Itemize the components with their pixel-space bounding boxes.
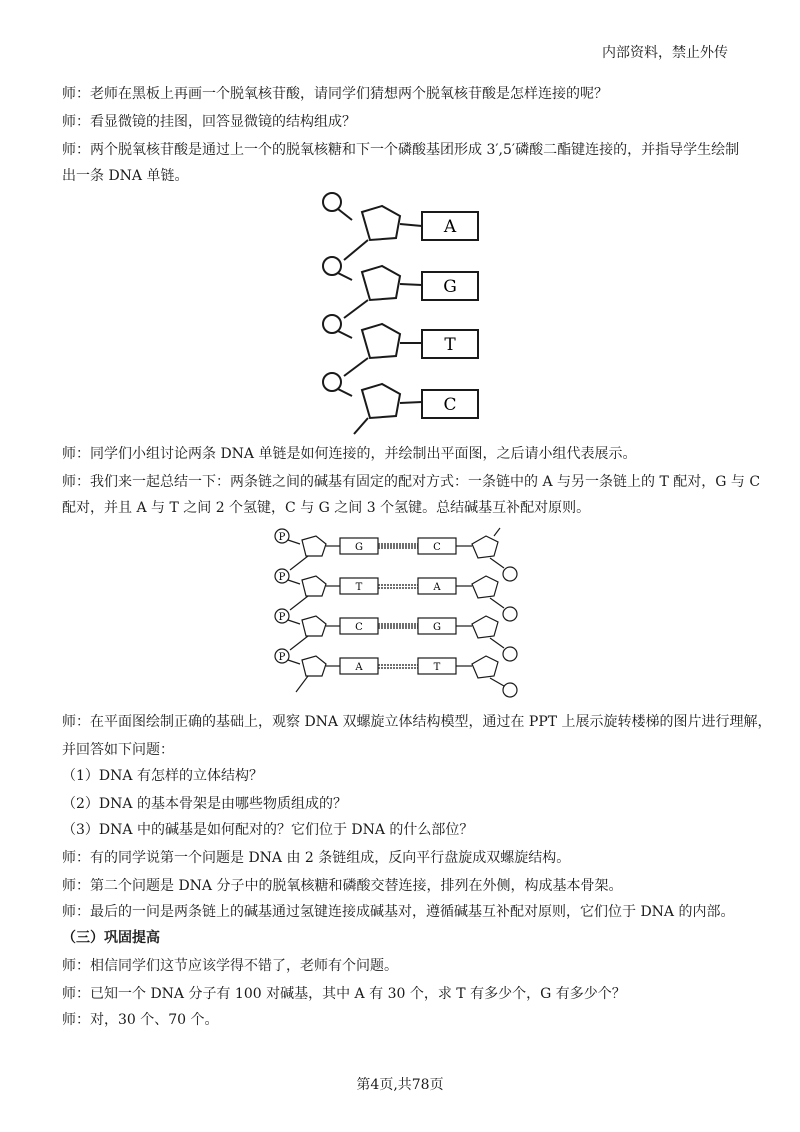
paragraph: 师：两个脱氧核苷酸是通过上一个的脱氧核糖和下一个磷酸基团形成 3′,5′磷酸二酯键连接的，并指导学生绘制 (62, 142, 740, 158)
phosphate-label: P (278, 612, 286, 623)
paragraph: 并回答如下问题： (62, 742, 174, 758)
phosphate-circle (503, 683, 517, 697)
dna-single-strand-figure (310, 188, 500, 438)
phosphate-label: P (278, 652, 286, 663)
phosphate-circle (323, 315, 341, 333)
base-label: C (443, 395, 457, 415)
base-label: A (443, 217, 457, 237)
paragraph: 师：相信同学们这节应该学得不错了，老师有个问题。 (62, 958, 398, 974)
page-number: 第4页,共78页 (356, 1077, 444, 1093)
paragraph: 师：老师在黑板上再画一个脱氧核苷酸，请同学们猜想两个脱氧核苷酸是怎样连接的呢？ (62, 86, 608, 102)
paragraph: 出一条 DNA 单链。 (62, 168, 189, 184)
dna-double-strand-figure (268, 522, 528, 700)
deoxyribose-pentagon (302, 616, 326, 636)
paragraph: 师：有的同学说第一个问题是 DNA 由 2 条链组成，反向平行盘旋成双螺旋结构。 (62, 850, 571, 866)
phosphate-circle (323, 373, 341, 391)
base-label: G (433, 622, 441, 633)
question: （1）DNA 有怎样的立体结构？ (62, 768, 263, 784)
deoxyribose-pentagon (302, 576, 326, 596)
paragraph: 师：已知一个 DNA 分子有 100 对碱基，其中 A 有 30 个，求 T 有多少个，G 有多少个？ (62, 986, 626, 1002)
deoxyribose-pentagon (302, 536, 326, 556)
deoxyribose-pentagon (362, 266, 400, 300)
phosphate-circle (323, 257, 341, 275)
base-label: C (433, 542, 441, 553)
deoxyribose-pentagon (472, 656, 498, 678)
phosphate-circle (503, 647, 517, 661)
phosphate-label: P (278, 532, 286, 543)
base-label: C (355, 622, 363, 633)
paragraph: 师：第二个问题是 DNA 分子中的脱氧核糖和磷酸交替连接，排列在外侧，构成基本骨架。 (62, 878, 623, 894)
paragraph: 配对，并且 A 与 T 之间 2 个氢键，C 与 G 之间 3 个氢键。总结碱基互补配对原则。 (62, 500, 591, 516)
base-label: T (433, 662, 441, 673)
confidential-header: 内部资料，禁止外传 (602, 45, 728, 61)
question: （3）DNA 中的碱基是如何配对的？它们位于 DNA 的什么部位？ (62, 822, 474, 838)
phosphate-circle (323, 193, 341, 211)
question: （2）DNA 的基本骨架是由哪些物质组成的？ (62, 796, 347, 812)
deoxyribose-pentagon (362, 324, 400, 358)
base-label: T (355, 582, 363, 593)
deoxyribose-pentagon (362, 384, 400, 418)
phosphate-label: P (278, 572, 286, 583)
base-label: G (443, 277, 457, 297)
base-label: A (355, 662, 363, 673)
section-heading: （三）巩固提高 (62, 930, 160, 946)
paragraph: 师：对，30 个、70 个。 (62, 1012, 219, 1028)
phosphate-circle (503, 567, 517, 581)
paragraph: 师：同学们小组讨论两条 DNA 单链是如何连接的，并绘制出平面图，之后请小组代表展示。 (62, 446, 637, 462)
base-label: A (433, 582, 441, 593)
base-label: G (355, 542, 363, 553)
paragraph: 师：我们来一起总结一下：两条链之间的碱基有固定的配对方式：一条链中的 A 与另一条链上的 T 配对，G 与 C (62, 474, 761, 490)
deoxyribose-pentagon (302, 656, 326, 676)
phosphate-circle (503, 607, 517, 621)
deoxyribose-pentagon (362, 206, 400, 240)
deoxyribose-pentagon (472, 576, 498, 598)
paragraph: 师：最后的一问是两条链上的碱基通过氢键连接成碱基对，遵循碱基互补配对原则，它们位于 DNA 的内部。 (62, 904, 735, 920)
base-label: T (444, 335, 456, 355)
paragraph: 师：看显微镜的挂图，回答显微镜的结构组成？ (62, 114, 356, 130)
paragraph: 师：在平面图绘制正确的基础上，观察 DNA 双螺旋立体结构模型，通过在 PPT 上展示旋转楼梯的图片进行理解， (62, 714, 772, 730)
deoxyribose-pentagon (472, 616, 498, 638)
deoxyribose-pentagon (472, 536, 498, 558)
